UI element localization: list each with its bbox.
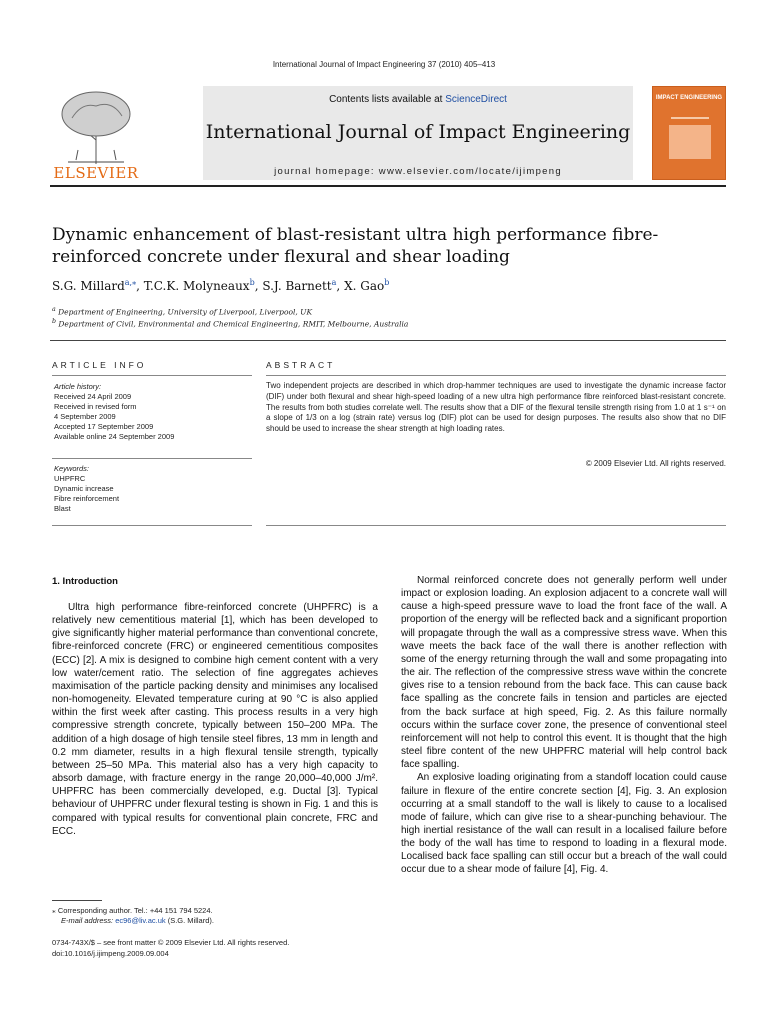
history-item: Received 24 April 2009 bbox=[54, 392, 132, 401]
keyword: Blast bbox=[54, 504, 71, 513]
abstract-rule bbox=[266, 375, 726, 376]
article-info-rule bbox=[52, 525, 252, 526]
keywords-label: Keywords: bbox=[54, 464, 90, 473]
author-separator: , bbox=[254, 279, 263, 293]
body-paragraph: Ultra high performance fibre-reinforced concrete (UHPFRC) is a relatively new cementitious material [1], which has been developed to give significantly higher material performance than conventional concrete, fibre-reinforced concrete (FRC) or engineered cementitious composites (ECC) [2]. A mix is designed to combine high cement content with a very low water/cement ratio. The selection of fine aggregates achieves maximisation of the particle packing density and minimises any localised non-homogeneity. Elevated temperature curing at 90 °C is also applied within the first week after casting. This process results in a very high compressive strength concrete, typically between 150–200 MPa. The addition of a high dosage of high tensile steel fibres, 13 mm in length and 0.2 mm diameter, results in a high flexural tensile strength, typically between 25–50 MPa. This material also has a very high capacity to absorb damage, with fracture energy in the range 20,000–40,000 J/m². UHPFRC has been commercially developed, e.g. Ductal [3]. Typical behaviour of UHPFRC under flexural testing is shown in Fig. 1 and this is compared with typical results for conventional plain concrete, FRC and ECC. bbox=[52, 602, 378, 837]
contents-prefix: Contents lists available at bbox=[329, 94, 446, 105]
journal-citation: International Journal of Impact Engineering 37 (2010) 405–413 bbox=[272, 60, 496, 69]
affiliation-b bbox=[52, 318, 408, 329]
article-info-heading: ARTICLE INFO bbox=[52, 360, 147, 370]
cover-decoration bbox=[671, 117, 709, 119]
affiliation-mark: a bbox=[52, 306, 56, 313]
history-item: 4 September 2009 bbox=[54, 412, 116, 421]
history-label: Article history: bbox=[54, 382, 102, 391]
body-column-left bbox=[52, 601, 378, 838]
affiliation-a bbox=[52, 306, 312, 317]
author-separator: , bbox=[136, 279, 144, 293]
corresponding-author-note bbox=[52, 906, 378, 926]
body-paragraph: An explosive loading originating from a standoff location could cause failure in flexure of the entire concrete section [4], Fig. 3. An explosion occurring at a small standoff to the wall is likely to cause to a localised mode of failure, which can give rise to a shear-punching behaviour. The high inertial resistance of the wall can result in a localised failure before the body of the wall has time to respond to loading in a flexural mode. Localised back face spalling can still occur but a breach of the wall could occur due to a shear mode of failure [4], Fig. 4. bbox=[401, 772, 727, 876]
history-item: Available online 24 September 2009 bbox=[54, 432, 175, 441]
abstract-copyright: © 2009 Elsevier Ltd. All rights reserved. bbox=[585, 459, 726, 468]
abstract-rule bbox=[266, 525, 726, 526]
doi-line[interactable]: doi:10.1016/j.ijimpeng.2009.09.004 bbox=[52, 948, 169, 958]
contents-availability bbox=[203, 94, 633, 105]
body-paragraph: Normal reinforced concrete does not generally perform well under impact or explosion loading. An explosion adjacent to a concrete wall will cause a high-speed pressure wave to load the front face of the wall. A proportion of the energy will be reflected back and a significant proportion will propagate through the wall as a compressive stress wave. When this wave meets the back face of the wall there is another reflection with some of the energy returning through the wall and some propagating into the air. The reflection of the compressive stress wave within the concrete gives rise to a tension rebound from the back face. This can cause back face spalling as the concrete fails in tension and particles are ejected from the back surface at high speed, Fig. 2. As this failure normally occurs within the surface cover zone, the presence of conventional steel reinforcement will not help to control this event. It is thought that the high steel fibre content of the new UHPFRC material will help control back face spalling. bbox=[401, 575, 727, 771]
footnote-rule bbox=[52, 900, 102, 901]
abstract-heading: ABSTRACT bbox=[266, 360, 336, 370]
affiliation-text: Department of Engineering, University of Liverpool, Liverpool, UK bbox=[58, 307, 313, 317]
email-link[interactable]: ec96@liv.ac.uk bbox=[115, 916, 166, 925]
keyword: UHPFRC bbox=[54, 474, 86, 483]
front-matter bbox=[52, 938, 378, 959]
journal-title: International Journal of Impact Engineering bbox=[205, 121, 631, 143]
issn-line: 0734-743X/$ – see front matter © 2009 Elsevier Ltd. All rights reserved. bbox=[52, 938, 290, 947]
article-info-rule bbox=[52, 458, 252, 459]
author-affiliation-mark[interactable]: b bbox=[384, 278, 390, 287]
cover-image-block bbox=[669, 125, 711, 159]
author-name: X. Gao bbox=[344, 279, 385, 293]
history-item: Accepted 17 September 2009 bbox=[54, 422, 154, 431]
author-separator: , bbox=[336, 279, 345, 293]
author-affiliation-mark[interactable]: a,⁎ bbox=[124, 278, 137, 287]
author-list bbox=[52, 278, 732, 293]
sciencedirect-link[interactable]: ScienceDirect bbox=[445, 94, 507, 105]
affiliation-text: Department of Civil, Environmental and Chemical Engineering, RMIT, Melbourne, Australia bbox=[58, 319, 409, 329]
paper-title: Dynamic enhancement of blast-resistant ultra high performance fibre-reinforced concrete under flexural and shear loading bbox=[52, 225, 659, 267]
header-divider bbox=[50, 185, 726, 187]
keyword: Dynamic increase bbox=[54, 484, 114, 493]
article-info-rule bbox=[52, 375, 252, 376]
author-name: S.G. Millard bbox=[52, 279, 125, 293]
title-divider bbox=[50, 340, 726, 341]
affiliation-mark: b bbox=[52, 318, 57, 325]
email-line bbox=[52, 916, 378, 926]
journal-homepage-link[interactable]: journal homepage: www.elsevier.com/locate/ijimpeng bbox=[274, 166, 562, 177]
cover-title: IMPACT ENGINEERING bbox=[655, 95, 723, 101]
email-suffix: (S.G. Millard). bbox=[165, 916, 214, 925]
keywords bbox=[54, 464, 254, 514]
author-affiliation-mark[interactable]: b bbox=[249, 278, 255, 287]
author-name: S.J. Barnett bbox=[262, 279, 332, 293]
author-name: T.C.K. Molyneaux bbox=[143, 279, 250, 293]
history-item: Received in revised form bbox=[54, 402, 137, 411]
body-column-right bbox=[401, 574, 727, 877]
article-history bbox=[54, 382, 254, 442]
journal-cover-thumbnail bbox=[652, 86, 726, 180]
email-label: E-mail address: bbox=[61, 916, 114, 925]
keyword: Fibre reinforcement bbox=[54, 494, 120, 503]
abstract-text: Two independent projects are described in which drop-hammer techniques are used to investigate the dynamic increase factor (DIF) under both flexural and shear high-speed loading of a new ultra high performance fibre reinforced blast-resistant concrete. The results from both studies correlate well. The results show that a DIF of the flexural tensile strength rising from 1.0 at 1 s⁻¹ on a slope of 1/3 on a log (strain rate) versus log (DIF) plot can be used for design purposes. The results also show that no DIF should be used to increase the shear strength at high loading rates. bbox=[266, 381, 726, 434]
elsevier-wordmark: ELSEVIER bbox=[53, 164, 139, 182]
corresponding-author: ⁎ Corresponding author. Tel.: +44 151 794 5224. bbox=[52, 906, 213, 915]
section-heading: 1. Introduction bbox=[52, 576, 118, 587]
author-affiliation-mark[interactable]: a bbox=[331, 278, 337, 287]
